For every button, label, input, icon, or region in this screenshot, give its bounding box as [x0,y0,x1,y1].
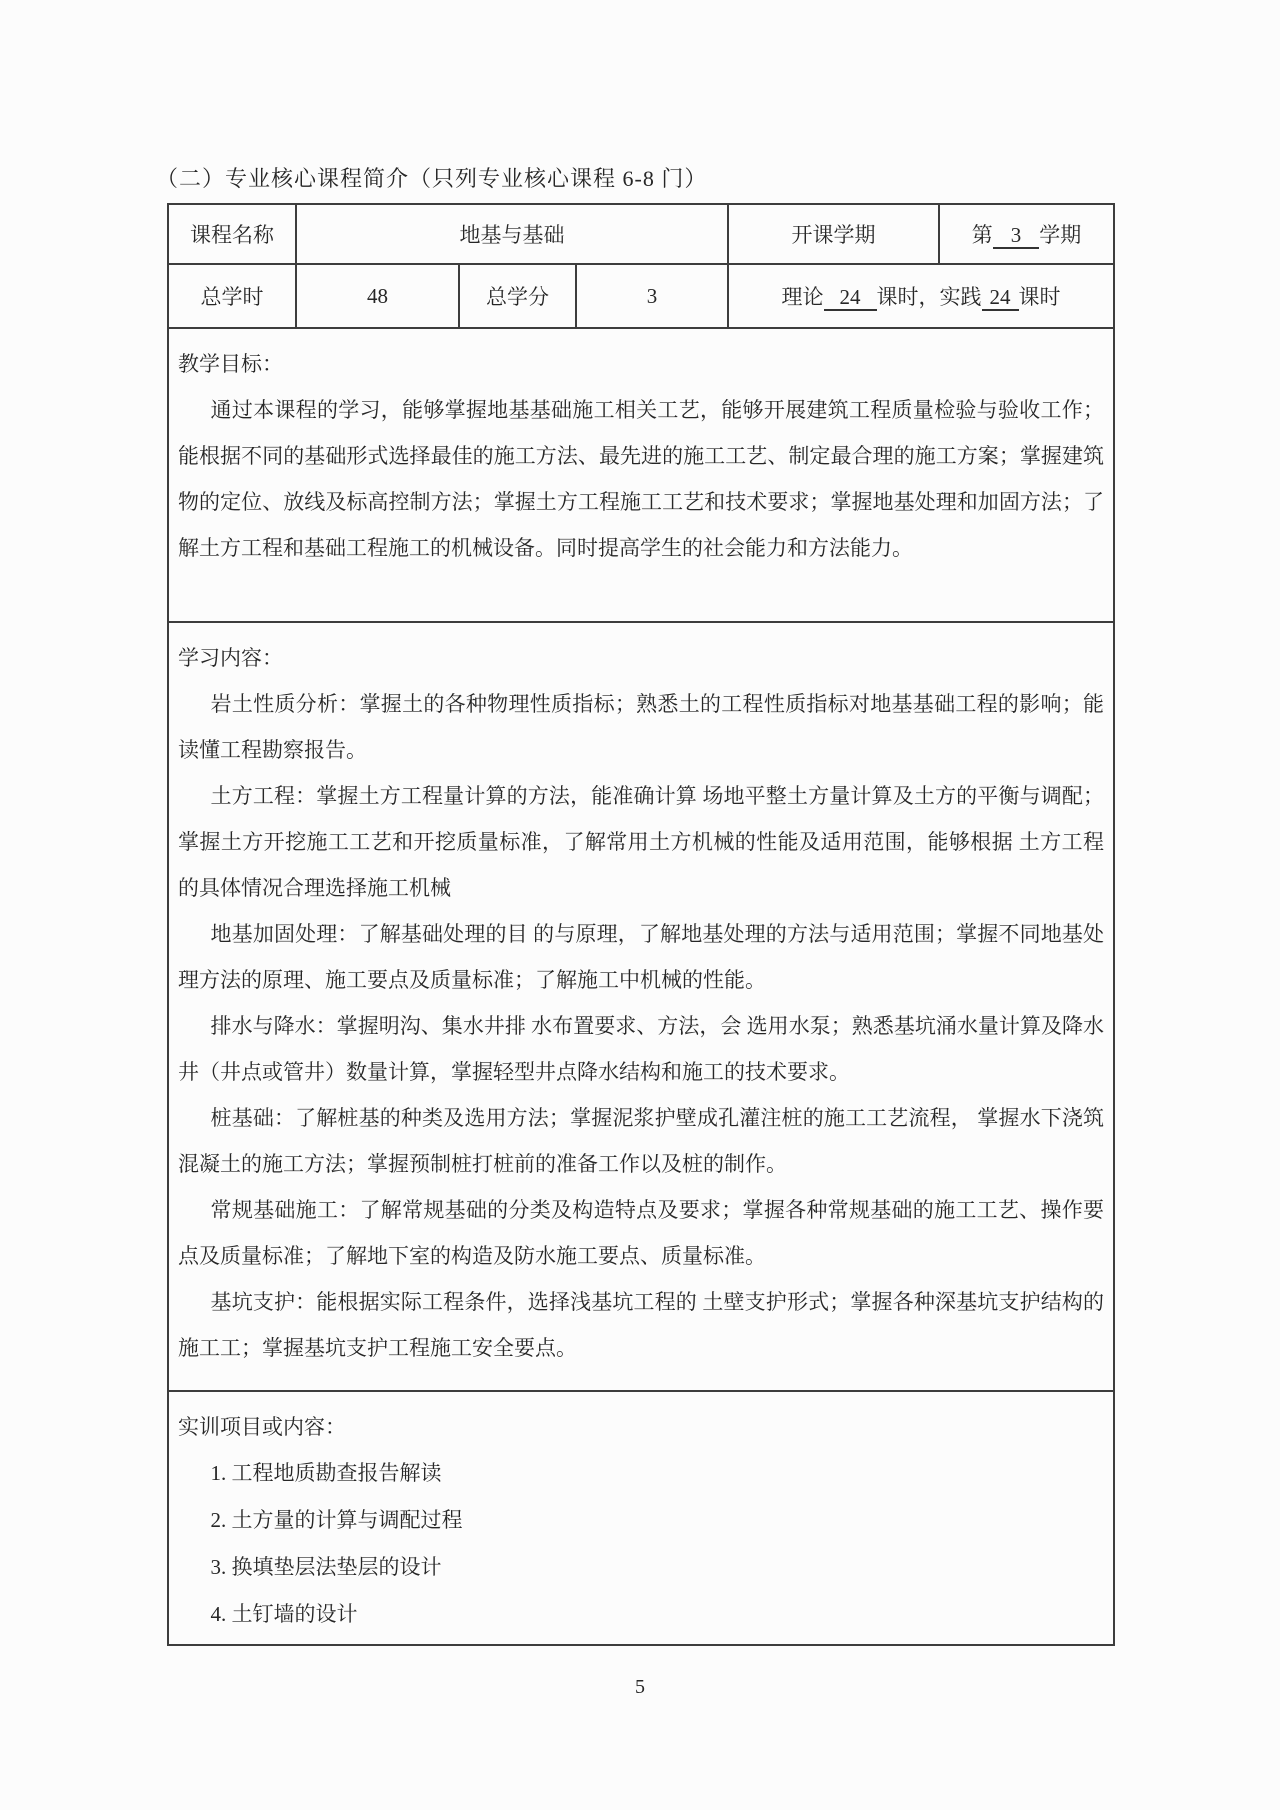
practice-hours-value: 24 [982,285,1019,311]
teaching-goal-paragraph: 通过本课程的学习，能够掌握地基基础施工相关工艺，能够开展建筑工程质量检验与验收工作；能根据不同的基础形式选择最佳的施工方法、最先进的施工工艺、制定最合理的施工方案；掌握建筑物的定位、放线及标高控制方法；掌握土方工程施工工艺和技术要求；掌握地基处理和加固方法；了解土方工程和基础工程施工的机械设备。同时提高学生的社会能力和方法能力。 [178,398,1105,560]
training-item: 4. 土钉墙的设计 [210,1602,358,1626]
hours-mid-text: 课时，实践 [876,285,982,309]
theory-hours-value: 24 [824,285,877,311]
total-hours-value: 48 [296,264,459,328]
semester-value-cell [939,204,1114,264]
teaching-goal-label: 教学目标： [178,352,283,376]
learning-content-paragraph: 地基加固处理：了解基础处理的目 的与原理，了解地基处理的方法与适用范围；掌握不同地基处理方法的原理、施工要点及质量标准；了解施工中机械的性能。 [178,922,1105,992]
training-label: 实训项目或内容： [178,1415,346,1439]
hours-breakdown-cell [728,264,1114,328]
hours-suffix-text: 课时 [1018,285,1061,309]
learning-content-paragraph: 桩基础：了解桩基的种类及选用方法；掌握泥浆护壁成孔灌注桩的施工工艺流程， 掌握水下浇筑混凝土的施工方法；掌握预制桩打桩前的准备工作以及桩的制作。 [178,1106,1105,1176]
learning-content-paragraph: 土方工程：掌握土方工程量计算的方法，能准确计算 场地平整土方量计算及土方的平衡与调配；掌握土方开挖施工工艺和开挖质量标准，了解常用土方机械的性能及适用范围，能够根据 土方工程的具体情况合理选择施工机械 [178,784,1105,900]
total-hours-label: 总学时 [168,264,296,328]
table-row [168,1391,1114,1645]
learning-content-paragraph: 岩土性质分析：掌握土的各种物理性质指标；熟悉土的工程性质指标对地基基础工程的影响；能读懂工程勘察报告。 [178,692,1105,762]
semester-suffix: 学期 [1039,223,1082,247]
table-row [168,328,1114,622]
semester-prefix: 第 [971,223,993,247]
semester-value: 3 [993,223,1040,249]
training-item: 1. 工程地质勘查报告解读 [210,1461,442,1485]
theory-hours-label: 理论 [781,285,824,309]
learning-content-paragraph: 常规基础施工：了解常规基础的分类及构造特点及要求；掌握各种常规基础的施工工艺、操作要点及质量标准；了解地下室的构造及防水施工要点、质量标准。 [178,1198,1105,1268]
total-credits-value: 3 [576,264,728,328]
training-item: 3. 换填垫层法垫层的设计 [210,1555,442,1579]
learning-content-label: 学习内容： [178,646,283,670]
page-number: 5 [635,1676,645,1698]
total-credits-label: 总学分 [459,264,576,328]
teaching-goal-cell [168,328,1114,622]
course-info-table [167,203,1115,1646]
learning-content-cell [168,622,1114,1391]
course-name-label: 课程名称 [168,204,296,264]
table-row [168,622,1114,1391]
training-item: 2. 土方量的计算与调配过程 [210,1508,463,1532]
table-row [168,264,1114,328]
course-name-value: 地基与基础 [296,204,728,264]
training-content-cell [168,1391,1114,1645]
learning-content-paragraph: 排水与降水：掌握明沟、集水井排 水布置要求、方法，会 选用水泵；熟悉基坑涌水量计算及降水井（井点或管井）数量计算，掌握轻型井点降水结构和施工的技术要求。 [178,1014,1105,1084]
semester-label: 开课学期 [728,204,939,264]
page-title: （二）专业核心课程简介（只列专业核心课程 6-8 门） [156,166,708,191]
learning-content-paragraph: 基坑支护：能根据实际工程条件，选择浅基坑工程的 土壁支护形式；掌握各种深基坑支护结构的施工工；掌握基坑支护工程施工安全要点。 [178,1290,1105,1360]
table-row [168,204,1114,264]
